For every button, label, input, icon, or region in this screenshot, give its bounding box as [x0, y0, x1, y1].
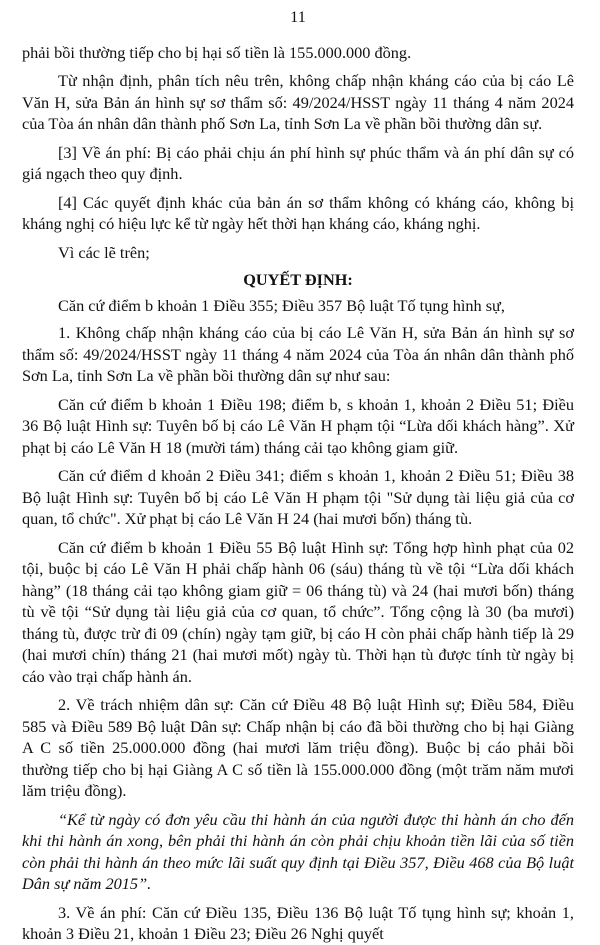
paragraph-reasoning: Từ nhận định, phân tích nêu trên, không chấp nhận kháng cáo của bị cáo Lê Văn H, sửa Bản án hình sự sơ thẩm số: 49/2024/HSST ngày 11 tháng 4 năm 2024 của Tòa án nhân dân thành phố Sơn La, tỉnh Sơn La về phần bồi thường dân sự.: [22, 71, 574, 133]
paragraph-civil-liability: 2. Về trách nhiệm dân sự: Căn cứ Điều 48 Bộ luật Hình sự; Điều 584, Điều 585 và Điều 589 Bộ luật Dân sự: Chấp nhận bị cáo đã bồi thường cho bị hại Giàng A C số tiền 25.000.000 đồng (hai mươi lăm triệu đồng). Buộc bị cáo phải bồi thường tiếp cho bị hại Giàng A C số tiền là 155.000.000 đồng (một trăm năm mươi lăm triệu đồng).: [22, 695, 574, 800]
page-number: 11: [290, 7, 306, 26]
paragraph-court-fees: 3. Về án phí: Căn cứ Điều 135, Điều 136 Bộ luật Tố tụng hình sự; khoản 1, khoản 3 Điều 21, khoản 1 Điều 23; Điều 26 Nghị quyết: [22, 902, 574, 943]
paragraph-other-decisions: [4] Các quyết định khác của bản án sơ thẩm không có kháng cáo, không bị kháng nghị có hiệu lực kể từ ngày hết thời hạn kháng cáo, kháng nghị.: [22, 192, 574, 233]
paragraph-combined-sentence: Căn cứ điểm b khoản 1 Điều 55 Bộ luật Hình sự: Tổng hợp hình phạt của 02 tội, buộc bị cáo Lê Văn H phải chấp hành 06 (sáu) tháng tù về tội “Lừa dối khách hàng” (18 tháng cải tạo không giam giữ = 06 tháng tù) và 24 (hai mươi bốn) tháng tù về tội “Sử dụng tài liệu giả của cơ quan, tổ chức”. Tổng cộng là 30 (ba mươi) tháng tù, được trừ đi 09 (chín) ngày tạm giữ, bị cáo H còn phải chấp hành tiếp là 29 (hai mươi chín) tháng 21 (hai mươi mốt) ngày tù. Thời hạn tù được tính từ ngày bị cáo vào trại chấp hành án.: [22, 537, 574, 686]
paragraph-decision-1: 1. Không chấp nhận kháng cáo của bị cáo Lê Văn H, sửa Bản án hình sự sơ thẩm số: 49/2024/HSST ngày 11 tháng 4 năm 2024 của Tòa án nhân dân thành phố Sơn La, tỉnh Sơn La về phần bồi thường dân sự như sau:: [22, 323, 574, 385]
paragraph-interest-clause: “Kể từ ngày có đơn yêu cầu thi hành án của người được thi hành án cho đến khi thi hành án xong, bên phải thi hành án còn phải chịu khoản tiền lãi của số tiền còn phải thi hành án theo mức lãi suất quy định tại Điều 357, Điều 468 của Bộ luật Dân sự năm 2015”.: [22, 809, 574, 893]
paragraph-for-these-reasons: Vì các lẽ trên;: [58, 242, 150, 262]
paragraph-carryover: phải bồi thường tiếp cho bị hại số tiền là 155.000.000 đồng.: [22, 42, 412, 62]
decision-heading: QUYẾT ĐỊNH:: [243, 270, 353, 289]
paragraph-legal-basis: Căn cứ điểm b khoản 1 Điều 355; Điều 357 Bộ luật Tố tụng hình sự,: [58, 295, 505, 315]
paragraph-sentence-customer-fraud: Căn cứ điểm b khoản 1 Điều 198; điểm b, s khoản 1, khoản 2 Điều 51; Điều 36 Bộ luật Hình sự: Tuyên bố bị cáo Lê Văn H phạm tội “Lừa dối khách hàng”. Xử phạt bị cáo Lê Văn H 18 (mười tám) tháng cải tạo không giam giữ.: [22, 394, 574, 457]
paragraph-court-fee-note: [3] Về án phí: Bị cáo phải chịu án phí hình sự phúc thẩm và án phí dân sự có giá ngạch theo quy định.: [22, 142, 574, 183]
paragraph-sentence-forged-documents: Căn cứ điểm d khoản 2 Điều 341; điểm s khoản 1, khoản 2 Điều 51; Điều 38 Bộ luật Hình sự: Tuyên bố bị cáo Lê Văn H phạm tội "Sử dụng tài liệu giả của cơ quan, tổ chức". Xử phạt bị cáo Lê Văn H 24 (hai mươi bốn) tháng tù.: [22, 466, 574, 528]
